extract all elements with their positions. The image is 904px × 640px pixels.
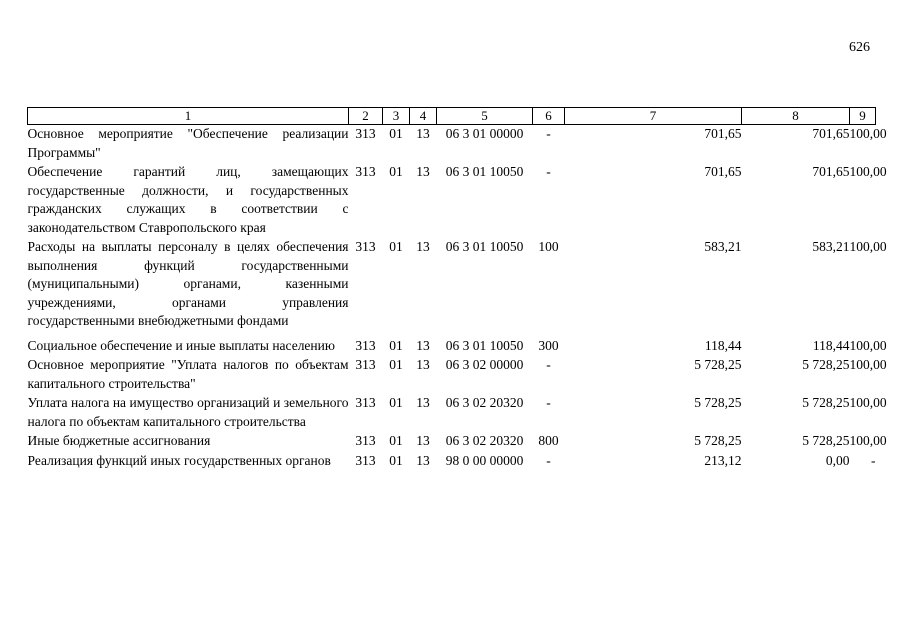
row-col7: 701,65 [704, 126, 742, 141]
row-col3: 01 [389, 337, 403, 353]
row-col9: 100,00 [849, 164, 887, 179]
header-col-8: 8 [742, 108, 850, 125]
header-col-7: 7 [565, 108, 742, 125]
header-col-6: 6 [533, 108, 565, 125]
row-col5: 06 3 01 00000 [445, 126, 524, 141]
row-col4: 13 [416, 357, 430, 372]
row-col7: 118,44 [704, 337, 742, 353]
row-name: Обеспечение гарантий лиц, замещающих государственные должности, и государственных гражданских служащих в соответствии с законодательством Ставропольского края [27, 164, 349, 235]
row-col5: 06 3 02 20320 [445, 395, 524, 410]
row-col2: 313 [355, 126, 376, 141]
row-col9: 100,00 [849, 126, 887, 141]
row-col3: 01 [389, 357, 403, 372]
row-col9: 100,00 [849, 395, 887, 410]
header-col-5: 5 [437, 108, 533, 125]
row-col8: 5 728,25 [802, 395, 850, 410]
row-col5: 06 3 02 20320 [445, 433, 524, 448]
row-col6: - [546, 164, 551, 179]
row-col3: 01 [389, 239, 403, 254]
table-row [28, 356, 876, 394]
row-col2: 313 [355, 433, 376, 448]
row-col4: 13 [416, 395, 430, 410]
row-col8: 118,44 [812, 337, 850, 353]
row-col9: 100,00 [849, 433, 887, 448]
row-col4: 13 [416, 126, 430, 141]
row-col8: 701,65 [812, 126, 850, 141]
row-col7: 583,21 [704, 239, 742, 254]
budget-table [27, 107, 887, 471]
row-col9: 100,00 [849, 337, 887, 353]
table-row [28, 394, 876, 432]
row-col6: 300 [538, 337, 559, 353]
row-col4: 13 [416, 164, 430, 179]
row-col5: 98 0 00 00000 [445, 452, 524, 468]
row-col8: 0,00 [825, 452, 850, 468]
header-col-3: 3 [383, 108, 410, 125]
header-col-1: 1 [28, 108, 349, 125]
header-col-9: 9 [850, 108, 876, 125]
row-col3: 01 [389, 433, 403, 448]
row-col6: - [546, 126, 551, 141]
table-header-row [28, 108, 876, 125]
row-col2: 313 [355, 239, 376, 254]
row-col3: 01 [389, 164, 403, 179]
table-row [28, 452, 876, 472]
row-col6: - [546, 452, 551, 468]
row-col5: 06 3 02 00000 [445, 357, 524, 372]
row-col2: 313 [355, 337, 376, 353]
row-col7: 5 728,25 [694, 395, 742, 410]
row-col8: 5 728,25 [802, 357, 850, 372]
row-col4: 13 [416, 433, 430, 448]
row-col7: 5 728,25 [694, 433, 742, 448]
page-number: 626 [849, 40, 870, 55]
row-name: Основное мероприятие "Уплата налогов по объектам капитального строительства" [27, 357, 349, 391]
row-col6: - [546, 357, 551, 372]
row-col9: 100,00 [849, 239, 887, 254]
row-col3: 01 [389, 126, 403, 141]
row-col7: 5 728,25 [694, 357, 742, 372]
row-name: Иные бюджетные ассигнования [27, 433, 211, 448]
table-row [28, 238, 876, 337]
row-name: Социальное обеспечение и иные выплаты населению [27, 337, 335, 353]
row-col3: 01 [389, 395, 403, 410]
row-col6: 800 [538, 433, 559, 448]
row-col7: 213,12 [704, 452, 742, 468]
row-col7: 701,65 [704, 164, 742, 179]
row-name: Расходы на выплаты персоналу в целях обеспечения выполнения функций государственными (муниципальными) органами, казенными учреждениями, органами управления государственными внебюджетными фондами [27, 239, 349, 328]
row-col2: 313 [355, 452, 376, 468]
table-row [28, 125, 876, 164]
row-col2: 313 [355, 164, 376, 179]
row-col9: - [871, 452, 876, 468]
row-col5: 06 3 01 10050 [445, 164, 524, 179]
header-col-4: 4 [410, 108, 437, 125]
row-name: Основное мероприятие "Обеспечение реализации Программы" [27, 126, 349, 160]
table-row [28, 432, 876, 452]
row-col8: 5 728,25 [802, 433, 850, 448]
row-col4: 13 [416, 239, 430, 254]
row-col2: 313 [355, 395, 376, 410]
row-name: Уплата налога на имущество организаций и земельного налога по объектам капитального строительства [27, 395, 349, 429]
header-col-2: 2 [349, 108, 383, 125]
row-col2: 313 [355, 357, 376, 372]
row-col8: 701,65 [812, 164, 850, 179]
row-col6: - [546, 395, 551, 410]
row-col6: 100 [538, 239, 559, 254]
table-row [28, 337, 876, 357]
row-col4: 13 [416, 452, 430, 468]
row-col4: 13 [416, 337, 430, 353]
row-col9: 100,00 [849, 357, 887, 372]
row-col8: 583,21 [812, 239, 850, 254]
table-row [28, 163, 876, 238]
row-col5: 06 3 01 10050 [445, 337, 524, 353]
row-col3: 01 [389, 452, 403, 468]
row-name: Реализация функций иных государственных органов [27, 452, 331, 468]
row-col5: 06 3 01 10050 [445, 239, 524, 254]
